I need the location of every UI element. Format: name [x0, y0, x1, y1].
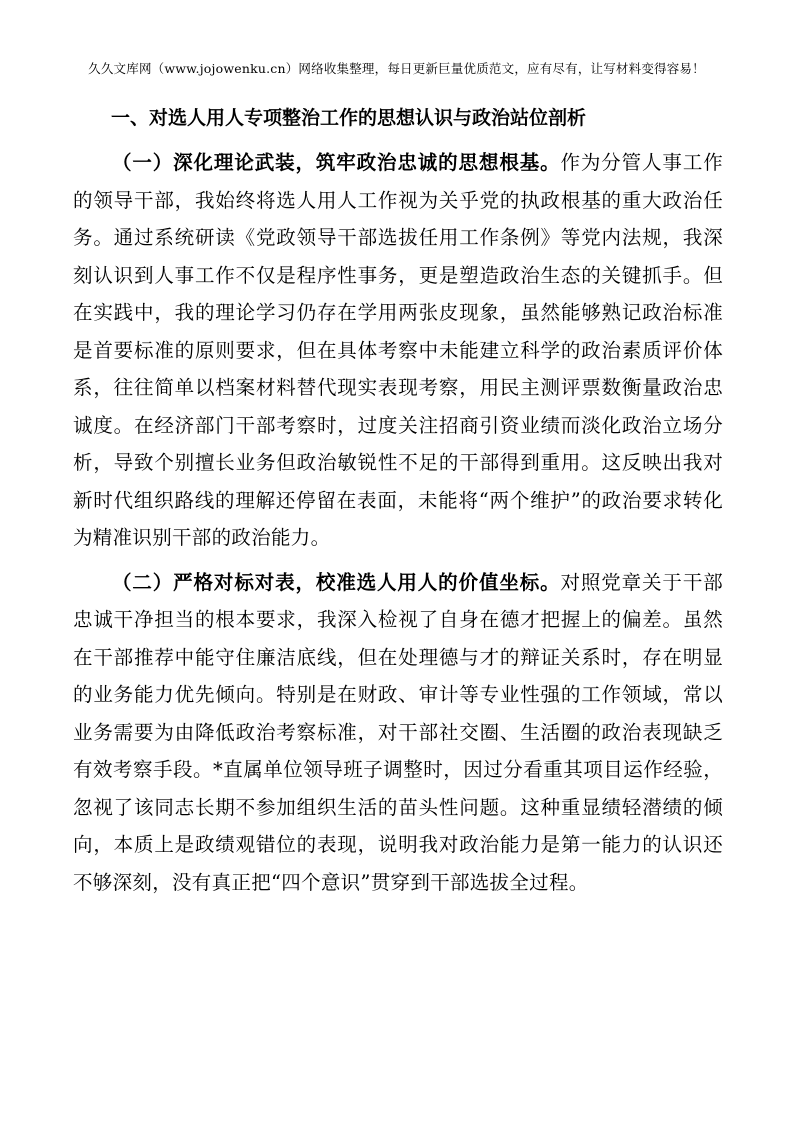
- paragraph-2-body: 对照党章关于干部忠诚干净担当的根本要求，我深入检视了自身在德才把握上的偏差。虽然在干部推荐中能守住廉洁底线，但在处理德与才的辩证关系时，存在明显的业务能力优先倾向。特别是在财政、审计等专业性强的工作领域，常以业务需要为由降低政治考察标准，对干部社交圈、生活圈的政治表现缺乏有效考察手段。*直属单位领导班子调整时，因过分看重其项目运作经验，忽视了该同志长期不参加组织生活的苗头性问题。这种重显绩轻潜绩的倾向，本质上是政绩观错位的表现，说明我对政治能力是第一能力的认识还不够深刻，没有真正把“四个意识”贯穿到干部选拔全过程。: [73, 570, 723, 894]
- header-note: 久久文库网（www.jojowenku.cn）网络收集整理，每日更新巨量优质范文，应有尽有，让写材料变得容易！: [88, 61, 705, 76]
- paragraph-1: [73, 144, 723, 557]
- document-body: [73, 102, 723, 901]
- section-heading: 一、对选人用人专项整治工作的思想认识与政治站位剖析: [111, 107, 587, 129]
- paragraph-2: [73, 564, 723, 902]
- paragraph-1-body: 作为分管人事工作的领导干部，我始终将选人用人工作视为关乎党的执政根基的重大政治任务。通过系统研读《党政领导干部选拔任用工作条例》等党内法规，我深刻认识到人事工作不仅是程序性事务，更是塑造政治生态的关键抓手。但在实践中，我的理论学习仍存在学用两张皮现象，虽然能够熟记政治标准是首要标准的原则要求，但在具体考察中未能建立科学的政治素质评价体系，往往简单以档案材料替代现实表现考察，用民主测评票数衡量政治忠诚度。在经济部门干部考察时，过度关注招商引资业绩而淡化政治立场分析，导致个别擅长业务但政治敏锐性不足的干部得到重用。这反映出我对新时代组织路线的理解还停留在表面，未能将“两个维护”的政治要求转化为精准识别干部的政治能力。: [73, 151, 723, 549]
- paragraph-1-lead: （一）深化理论武装，筑牢政治忠诚的思想根基。: [112, 151, 561, 174]
- paragraph-2-lead: （二）严格对标对表，校准选人用人的价值坐标。: [112, 570, 561, 594]
